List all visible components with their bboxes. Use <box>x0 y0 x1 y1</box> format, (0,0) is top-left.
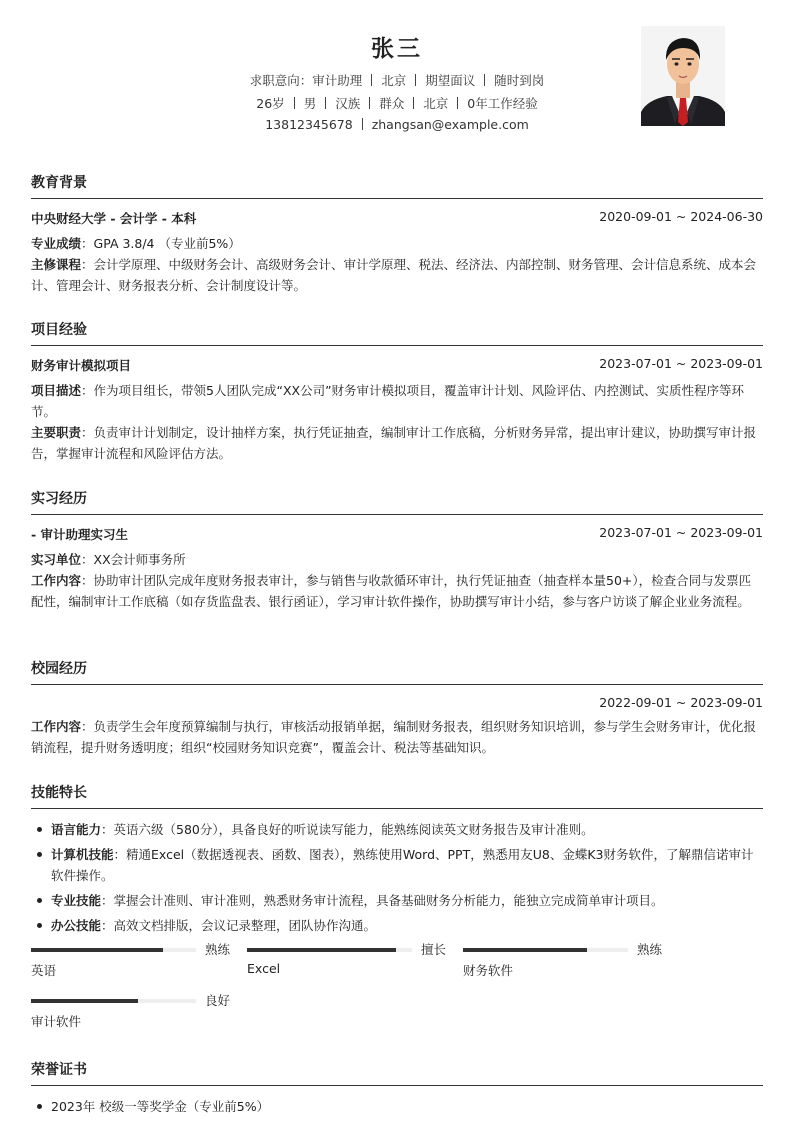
skill-item: 办公技能：高效文档排版，会议记录整理，团队协作沟通。 <box>51 915 763 936</box>
honors-list <box>31 1096 763 1117</box>
skill-bars <box>31 942 763 1042</box>
section-title: 技能特长 <box>31 782 763 809</box>
ethnicity: 汉族 <box>335 96 361 111</box>
skill-item: 专业技能：掌握会计准则、审计准则，熟悉财务审计流程，具备基础财务分析能力，能独立完成简单审计项目。 <box>51 890 763 911</box>
section-title: 荣誉证书 <box>31 1059 763 1086</box>
project-section <box>31 319 763 464</box>
candidate-name: 张三 <box>371 36 423 62</box>
section-title: 校园经历 <box>31 658 763 685</box>
project-description: 项目描述：作为项目组长，带领5人团队完成“XX公司”财务审计模拟项目，覆盖审计计划、风险评估、内控测试、实质性程序等环节。 <box>31 383 745 419</box>
honors-section <box>31 1059 763 1121</box>
project-date: 2023-07-01 ~ 2023-09-01 <box>599 356 763 371</box>
internship-unit: 实习单位：XX会计师事务所 <box>31 552 186 567</box>
resume-page <box>31 0 763 1114</box>
job-intent: 求职意向：审计助理 <box>249 73 363 88</box>
section-title: 教育背景 <box>31 172 763 199</box>
skill-level: 熟练 <box>637 942 663 957</box>
resume-header <box>31 0 763 152</box>
skill-level: 熟练 <box>205 942 231 957</box>
skill-name: 英语 <box>31 963 57 978</box>
email: zhangsan@example.com <box>371 117 529 132</box>
skill-name: Excel <box>247 961 281 976</box>
age: 26岁 <box>256 96 285 111</box>
skills-section <box>31 782 763 1042</box>
profile-photo <box>641 26 725 126</box>
internship-work: 工作内容：协助审计团队完成年度财务报表审计，参与销售与收款循环审计，执行凭证抽查（抽查样本量50+），检查合同与发票匹配性，编制审计工作底稿（如存货监盘表、银行函证），学习审计软件操作，协助撰写审计小结，参与客户访谈了解企业业务流程。 <box>31 573 752 609</box>
campus-work: 工作内容：负责学生会年度预算编制与执行，审核活动报销单据，编制财务报表，组织财务知识培训，参与学生会财务审计，优化报销流程，提升财务透明度；组织“校园财务知识竞赛”，覆盖会计、税法等基础知识。 <box>31 719 757 755</box>
internship-role: - 审计助理实习生 <box>31 527 129 542</box>
skill-level: 良好 <box>205 993 231 1008</box>
skill-item: 计算机技能：精通Excel（数据透视表、函数、图表），熟练使用Word、PPT，熟悉用友U8、金蝶K3财务软件，了解鼎信诺审计软件操作。 <box>51 844 763 886</box>
section-title: 实习经历 <box>31 488 763 515</box>
expected-salary: 期望面议 <box>425 73 476 88</box>
education-date: 2020-09-01 ~ 2024-06-30 <box>599 209 763 224</box>
campus-section <box>31 658 763 758</box>
internship-date: 2023-07-01 ~ 2023-09-01 <box>599 525 763 540</box>
skill-name: 财务软件 <box>463 963 514 978</box>
phone: 13812345678 <box>265 117 353 132</box>
school-degree: 中央财经大学 - 会计学 - 本科 <box>31 211 197 226</box>
internship-section <box>31 488 763 612</box>
honor-item: 2023年 校级一等奖学金（专业前5%） <box>51 1096 763 1117</box>
skills-list <box>31 819 763 936</box>
work-experience: 0年工作经验 <box>467 96 538 111</box>
gender: 男 <box>303 96 317 111</box>
grade-line: 专业成绩：GPA 3.8/4 （专业前5%） <box>31 236 241 251</box>
courses-line: 主修课程：会计学原理、中级财务会计、高级财务会计、审计学原理、税法、经济法、内部控制、财务管理、会计信息系统、成本会计、管理会计、财务报表分析、会计制度设计等。 <box>31 257 757 293</box>
residence: 北京 <box>423 96 449 111</box>
campus-date: 2022-09-01 ~ 2023-09-01 <box>599 695 763 710</box>
section-title: 项目经验 <box>31 319 763 346</box>
political-status: 群众 <box>379 96 405 111</box>
project-name: 财务审计模拟项目 <box>31 358 132 373</box>
project-duties: 主要职责：负责审计计划制定，设计抽样方案，执行凭证抽查，编制审计工作底稿，分析财务异常，提出审计建议，协助撰写审计报告，掌握审计流程和风险评估方法。 <box>31 425 757 461</box>
education-section <box>31 172 763 296</box>
intent-city: 北京 <box>381 73 407 88</box>
skill-item: 语言能力：英语六级（580分），具备良好的听说读写能力，能熟练阅读英文财务报告及审计准则。 <box>51 819 763 840</box>
availability: 随时到岗 <box>494 73 545 88</box>
skill-level: 擅长 <box>421 942 447 957</box>
skill-name: 审计软件 <box>31 1014 82 1029</box>
